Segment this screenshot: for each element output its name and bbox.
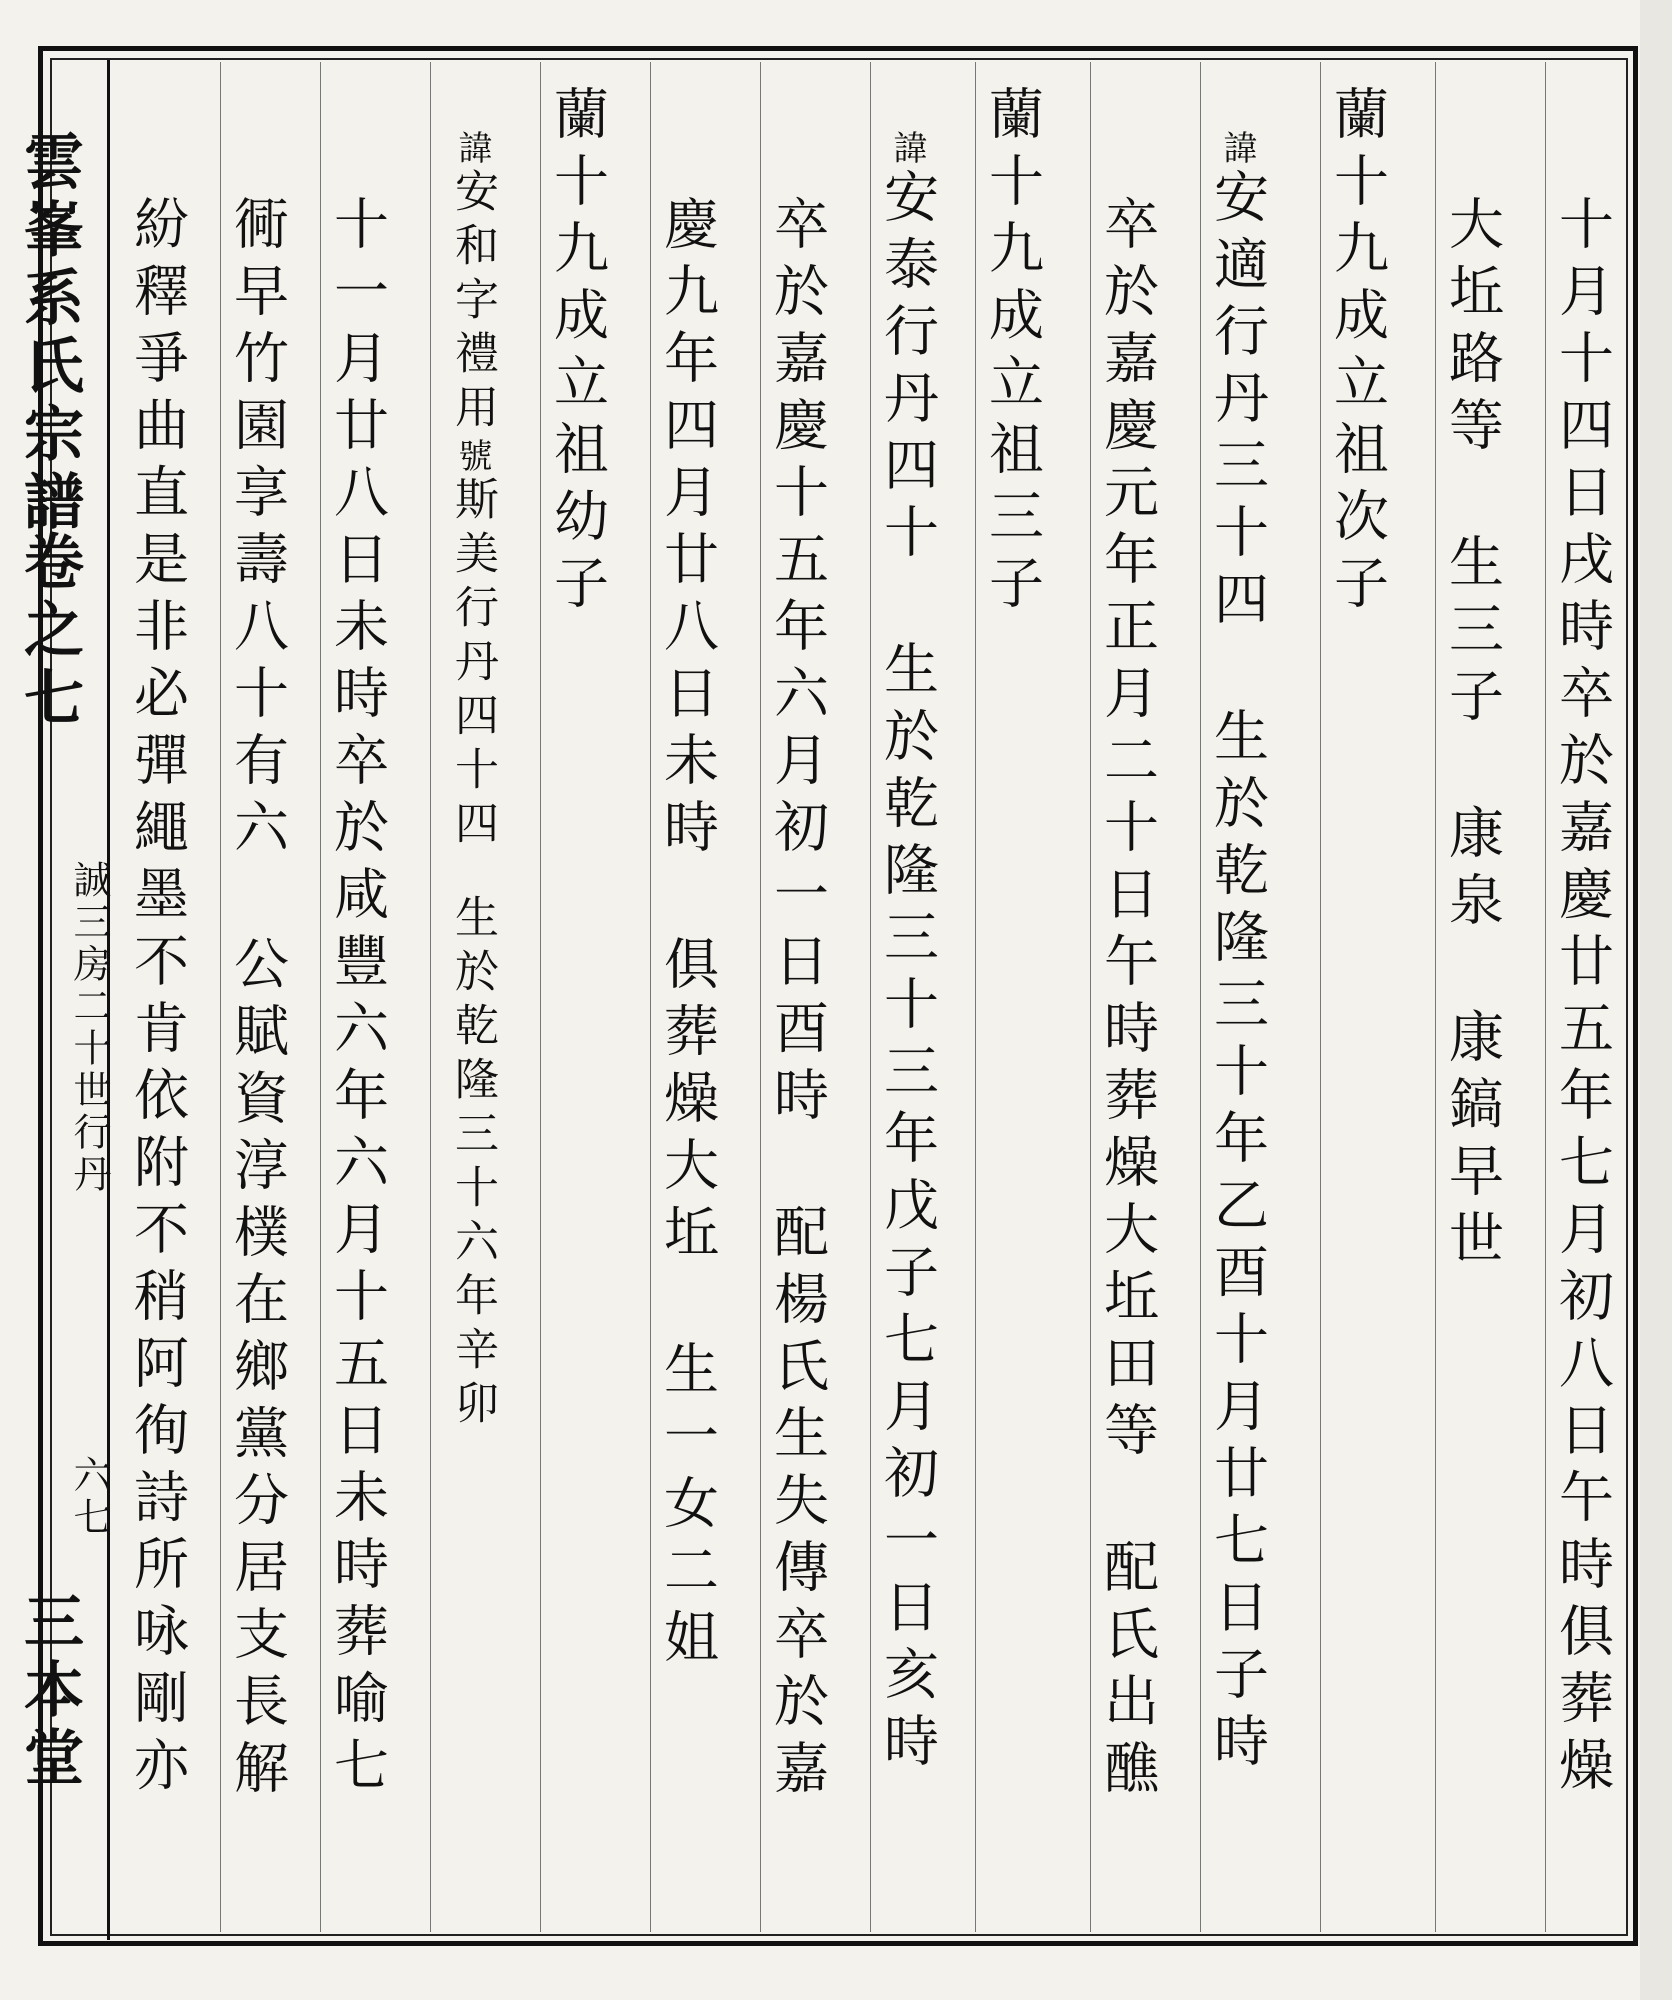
column-rule: [1090, 62, 1091, 1932]
genealogy-title: 雲峯系氏宗譜: [14, 130, 84, 538]
text-column-14: 紛釋爭曲直是非必彈繩墨不肯依附不稍阿徇詩所咏剛亦: [125, 195, 189, 1803]
spine-margin: [0, 60, 110, 1940]
column-rule: [1435, 62, 1436, 1932]
page-number: 六七: [67, 1455, 111, 1539]
column-rule: [870, 62, 871, 1932]
column-rule: [975, 62, 976, 1932]
text-column-8: 卒於嘉慶十五年六月初一日酉時配楊氏生失傳卒於嘉: [765, 195, 829, 1806]
column-rule: [1320, 62, 1321, 1932]
text-column-3: 蘭十九成立祖次子: [1325, 85, 1389, 621]
text-column-4: 諱安適行丹三十四生於乾隆三十年乙酉十月廿七日子時: [1205, 130, 1269, 1779]
text-column-10: 蘭十九成立祖幼子: [545, 85, 609, 621]
column-rule: [430, 62, 431, 1932]
column-rule: [320, 62, 321, 1932]
text-column-7: 諱安泰行丹四十生於乾隆三十三年戊子七月初一日亥時: [875, 130, 939, 1779]
hall-name: 三本堂: [14, 1590, 84, 1794]
section-label: 誠三房二十世行丹: [67, 860, 111, 1196]
text-column-1: 十月十四日戌時卒於嘉慶廿五年七月初八日午時俱葬燥: [1550, 195, 1614, 1803]
text-column-13: 衕早竹園享壽八十有六公賦資淳樸在鄉黨分居支長解: [225, 195, 289, 1806]
column-rule: [220, 62, 221, 1932]
text-column-6: 蘭十九成立祖三子: [980, 85, 1044, 621]
column-rule: [760, 62, 761, 1932]
text-column-12: 十一月廿八日未時卒於咸豐六年六月十五日未時葬喻七: [325, 195, 389, 1803]
volume-label: 卷之七: [14, 530, 84, 734]
text-column-5: 卒於嘉慶元年正月二十日午時葬燥大坵田等配氏出醮: [1095, 195, 1159, 1806]
text-column-11: 諱安和字禮用號斯美行丹四十四生於乾隆三十六年辛卯: [447, 130, 498, 1434]
column-rule: [540, 62, 541, 1932]
column-rule: [1200, 62, 1201, 1932]
page-edge: [1640, 0, 1672, 2000]
text-column-2: 大坵路等生三子康泉康鎬早世: [1440, 195, 1504, 1276]
column-rule: [650, 62, 651, 1932]
column-rule: [1545, 62, 1546, 1932]
text-column-9: 慶九年四月廿八日未時俱葬燥大坵生一女二姐: [655, 195, 719, 1675]
